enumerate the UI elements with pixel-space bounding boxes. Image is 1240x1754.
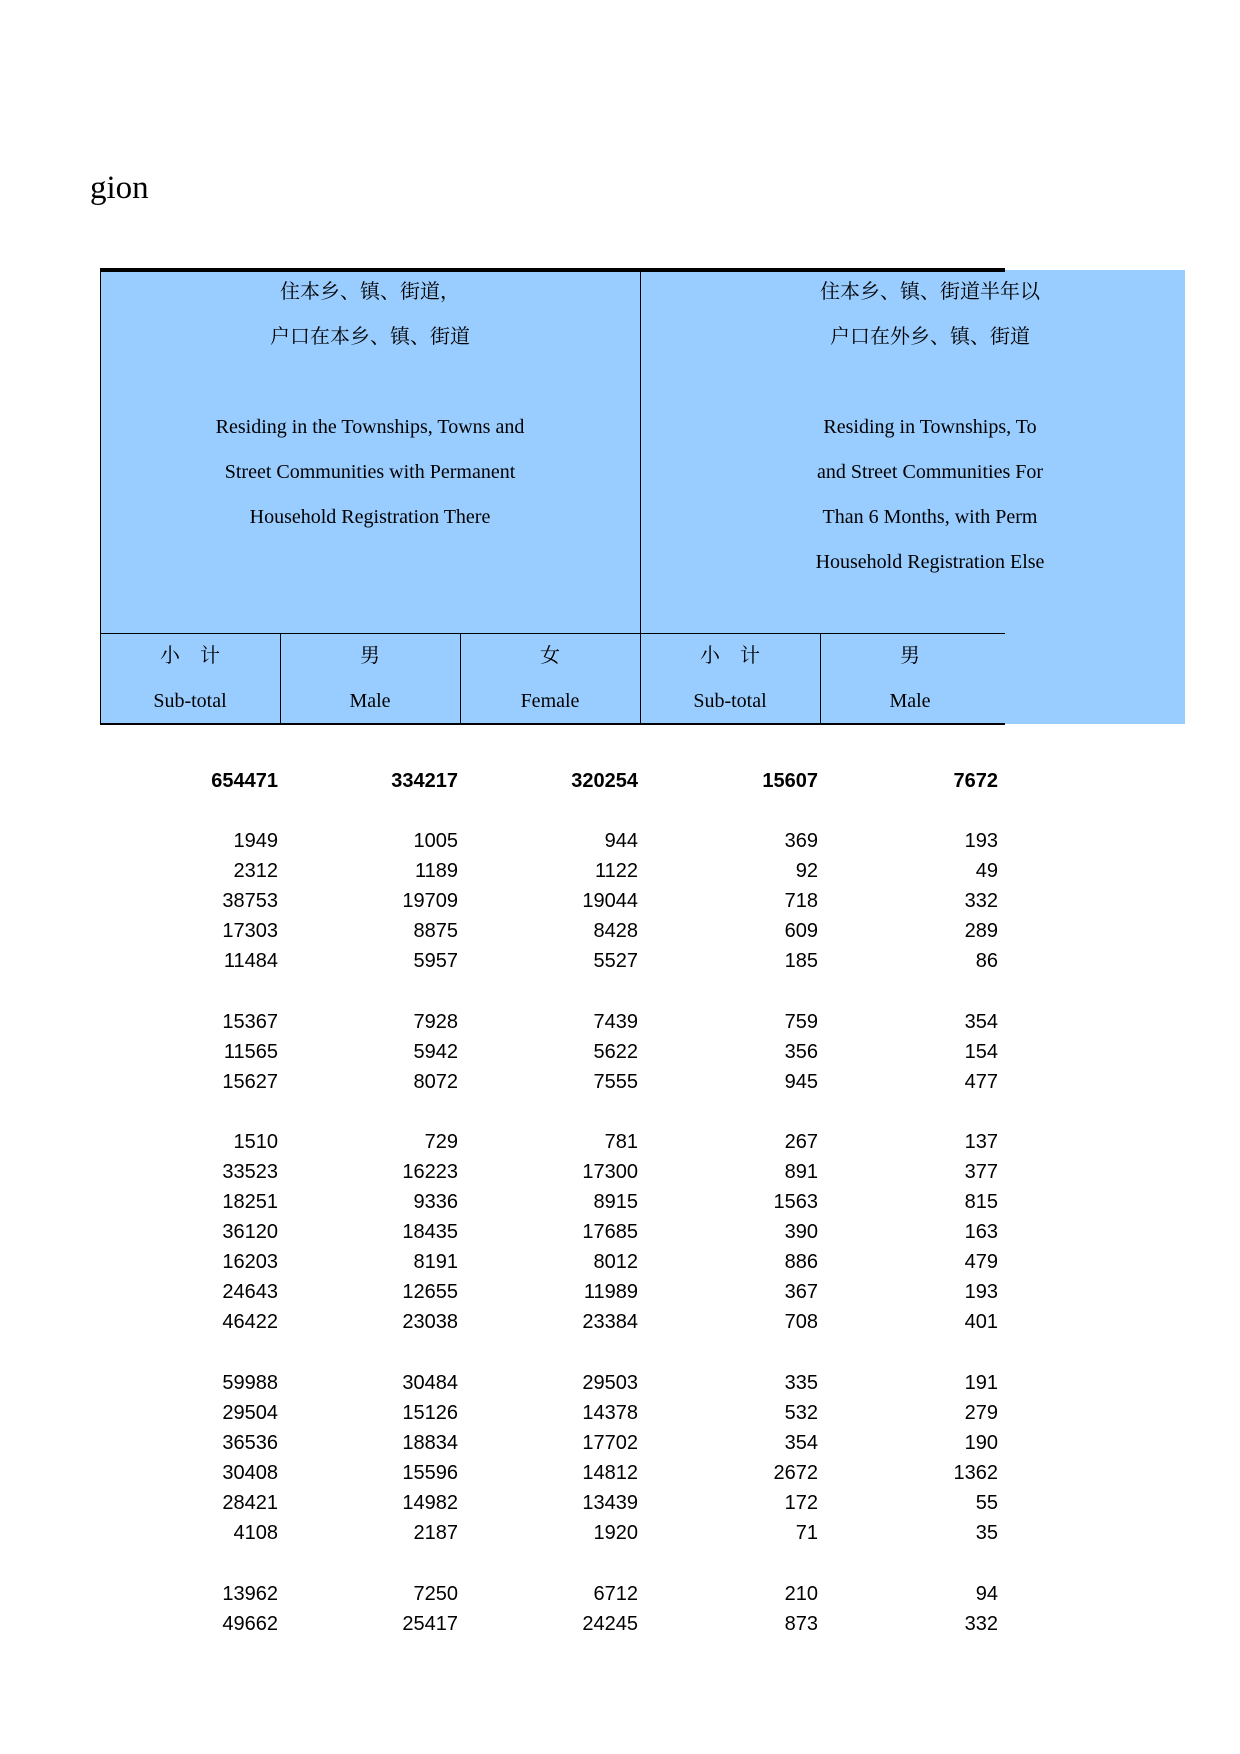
table-cell: 12655 [402,1281,458,1303]
col-header-cn: 男 [360,645,380,667]
table-cell: 332 [964,1613,998,1635]
table-cell: 401 [964,1311,998,1333]
table-cell: 29504 [222,1402,278,1424]
col-header-cn: 小 计 [160,645,220,667]
col-header-subtotal-1 [100,634,280,724]
table-cell: 8428 [593,920,638,942]
table-cell: 1189 [414,860,458,882]
group2-en-line-2: and Street Communities For [816,461,1044,483]
table-cell: 11989 [583,1281,638,1303]
col-header-en: Male [349,690,391,712]
table-row [100,1157,1005,1187]
table-cell: 92 [795,860,818,882]
group-header-elsewhere-registration [680,270,1180,633]
table-cell: 193 [964,830,998,852]
table-cell: 1563 [773,1191,818,1213]
table-cell: 945 [784,1071,818,1093]
table-cell: 15627 [222,1071,278,1093]
group-header-local-registration [100,270,640,633]
table-cell: 320254 [571,770,638,792]
table-cell: 190 [964,1432,998,1454]
table-cell: 390 [784,1221,818,1243]
table-cell: 33523 [222,1161,278,1183]
table-cell: 36536 [222,1432,278,1454]
table-row [100,1127,1005,1157]
table-row [100,1247,1005,1277]
table-row [100,1217,1005,1247]
table-cell: 267 [784,1131,818,1153]
table-cell: 1510 [233,1131,278,1153]
table-cell: 781 [604,1131,638,1153]
table-cell: 94 [975,1583,998,1605]
group1-cn-line-2: 户口在本乡、镇、街道 [270,326,470,348]
table-cell: 1122 [594,860,638,882]
table-cell: 18834 [402,1432,458,1454]
table-cell: 49662 [222,1613,278,1635]
group1-en-line-3: Household Registration There [249,506,491,528]
table-cell: 23384 [582,1311,638,1333]
table-cell: 367 [784,1281,818,1303]
table-row [100,946,1005,976]
col-header-en: Sub-total [693,690,767,712]
table-row [100,1277,1005,1307]
table-row [100,1579,1005,1609]
table-row [100,1067,1005,1097]
table-cell: 25417 [402,1613,458,1635]
table-cell: 1920 [593,1522,638,1544]
table-cell: 7555 [593,1071,638,1093]
table-cell: 15126 [402,1402,458,1424]
table-cell: 5622 [593,1041,638,1063]
table-cell: 154 [964,1041,998,1063]
table-cell: 2312 [233,860,278,882]
page-title: gion [90,170,149,206]
table-cell: 191 [964,1372,998,1394]
table-cell: 46422 [222,1311,278,1333]
table-cell: 729 [424,1131,458,1153]
col-header-male-2 [820,634,1000,724]
table-cell: 718 [784,890,818,912]
table-row [100,1398,1005,1428]
group2-en-line-3: Than 6 Months, with Perm [822,506,1038,528]
table-cell: 35 [975,1522,998,1544]
table-cell: 17303 [222,920,278,942]
table-row [100,1518,1005,1548]
table-row [100,826,1005,856]
table-cell: 479 [964,1251,998,1273]
col-header-female-1 [460,634,640,724]
table-cell: 137 [964,1131,998,1153]
table-cell: 15367 [222,1011,278,1033]
table-cell: 29503 [582,1372,638,1394]
table-cell: 36120 [222,1221,278,1243]
col-header-cn: 男 [900,645,920,667]
table-cell: 332 [964,890,998,912]
table-row [100,1488,1005,1518]
table-cell: 38753 [222,890,278,912]
table-cell: 71 [795,1522,818,1544]
col-header-en: Male [889,690,931,712]
table-cell: 1005 [413,830,458,852]
table-cell: 13962 [222,1583,278,1605]
group1-en-line-1: Residing in the Townships, Towns and [215,416,525,438]
table-cell: 185 [784,950,818,972]
group1-cn-line-1: 住本乡、镇、街道， [280,281,460,303]
table-cell: 30408 [222,1462,278,1484]
table-cell: 86 [975,950,998,972]
table-row [100,1428,1005,1458]
table-cell: 6712 [593,1583,638,1605]
table-cell: 708 [784,1311,818,1333]
table-cell: 5942 [413,1041,458,1063]
group2-cn-line-2: 户口在外乡、镇、街道 [830,326,1030,348]
table-cell: 356 [784,1041,818,1063]
table-cell: 279 [964,1402,998,1424]
table-cell: 354 [964,1011,998,1033]
table-cell: 289 [964,920,998,942]
group2-en-line-4: Household Registration Else [815,551,1045,573]
table-cell: 16223 [402,1161,458,1183]
table-cell: 7928 [413,1011,458,1033]
table-cell: 477 [964,1071,998,1093]
table-row [100,1307,1005,1337]
table-row [100,886,1005,916]
table-row [100,1007,1005,1037]
group1-en-line-2: Street Communities with Permanent [224,461,516,483]
table-cell: 2672 [773,1462,818,1484]
group2-en-line-1: Residing in Townships, To [823,416,1037,438]
table-cell: 759 [784,1011,818,1033]
table-cell: 15596 [402,1462,458,1484]
table-cell: 28421 [222,1492,278,1514]
table-cell: 30484 [402,1372,458,1394]
table-cell: 369 [784,830,818,852]
col-header-male-1 [280,634,460,724]
table-cell: 172 [784,1492,818,1514]
table-cell: 210 [784,1583,818,1605]
table-cell: 335 [784,1372,818,1394]
table-row-total [100,766,1005,796]
table-cell: 17702 [582,1432,638,1454]
table-row [100,916,1005,946]
table-row [100,1037,1005,1067]
table-cell: 18251 [222,1191,278,1213]
table-cell: 2187 [413,1522,458,1544]
table-cell: 17685 [582,1221,638,1243]
table-cell: 377 [964,1161,998,1183]
table-row [100,856,1005,886]
table-cell: 16203 [222,1251,278,1273]
table-cell: 14812 [582,1462,638,1484]
table-cell: 8191 [413,1251,458,1273]
table-cell: 891 [784,1161,818,1183]
table-row [100,1368,1005,1398]
table-cell: 886 [784,1251,818,1273]
col-header-cn: 小 计 [700,645,760,667]
table-cell: 815 [964,1191,998,1213]
table-cell: 24643 [222,1281,278,1303]
table-cell: 11565 [223,1041,278,1063]
table-cell: 1362 [953,1462,998,1484]
table-cell: 873 [784,1613,818,1635]
table-cell: 8072 [413,1071,458,1093]
table-cell: 1949 [233,830,278,852]
table-cell: 5527 [593,950,638,972]
table-cell: 5957 [413,950,458,972]
table-cell: 334217 [391,770,458,792]
table-cell: 49 [975,860,998,882]
group2-cn-line-1: 住本乡、镇、街道半年以 [820,281,1040,303]
table-cell: 532 [784,1402,818,1424]
data-table [100,270,1045,1720]
table-cell: 24245 [582,1613,638,1635]
table-cell: 609 [784,920,818,942]
table-cell: 7439 [593,1011,638,1033]
table-row [100,1609,1005,1639]
table-cell: 11484 [223,950,278,972]
table-cell: 17300 [582,1161,638,1183]
table-row [100,1187,1005,1217]
table-cell: 13439 [582,1492,638,1514]
table-cell: 15607 [762,770,818,792]
table-cell: 55 [975,1492,998,1514]
table-cell: 59988 [222,1372,278,1394]
table-cell: 7672 [953,770,998,792]
table-row [100,1458,1005,1488]
table-cell: 654471 [211,770,278,792]
table-cell: 9336 [413,1191,458,1213]
table-cell: 944 [604,830,638,852]
table-cell: 193 [964,1281,998,1303]
table-cell: 354 [784,1432,818,1454]
table-cell: 14378 [582,1402,638,1424]
table-cell: 19044 [582,890,638,912]
table-cell: 8012 [593,1251,638,1273]
col-header-en: Female [520,690,580,712]
table-cell: 23038 [402,1311,458,1333]
col-header-en: Sub-total [153,690,227,712]
table-cell: 19709 [402,890,458,912]
table-cell: 7250 [413,1583,458,1605]
col-header-subtotal-2 [640,634,820,724]
table-cell: 14982 [402,1492,458,1514]
table-cell: 18435 [402,1221,458,1243]
table-cell: 8875 [413,920,458,942]
col-header-cn: 女 [540,645,560,667]
table-cell: 163 [964,1221,998,1243]
table-cell: 8915 [593,1191,638,1213]
table-cell: 4108 [233,1522,278,1544]
